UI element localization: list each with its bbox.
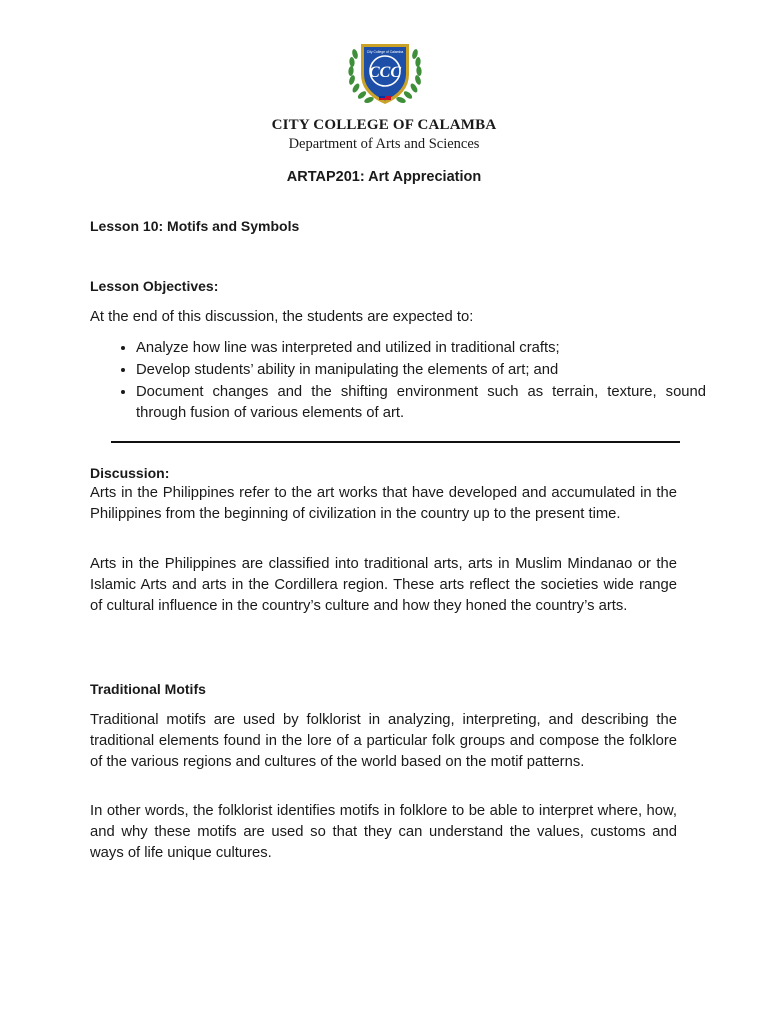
logo-text: City College of Calamba xyxy=(366,50,404,54)
objectives-list xyxy=(110,338,706,425)
college-logo xyxy=(343,40,427,108)
traditional-motifs-paragraph: Traditional motifs are used by folklorist in analyzing, interpreting, and describing the traditional elements found in the lore of a particular folk groups and compose the folklore of the various regions and cultures of the world based on the motif patterns. xyxy=(90,712,677,770)
traditional-motifs-heading: Traditional Motifs xyxy=(90,681,206,697)
discussion-paragraph: Arts in the Philippines are classified into traditional arts, arts in Muslim Mindanao or the Islamic Arts and arts in the Cordillera region. These arts reflect the societies wide range of cultural influence in the country’s culture and how they honed the country’s arts. xyxy=(90,556,677,614)
list-item: • Develop students’ ability in manipulating the elements of art; and xyxy=(136,360,706,381)
traditional-motifs-paragraph: In other words, the folklorist identifies motifs in folklore to be able to interpret where, how, and why these motifs are used so that they can understand the values, customs and ways of life unique cultures. xyxy=(90,803,677,861)
shield-icon xyxy=(361,44,409,104)
list-item: • Document changes and the shifting environment such as terrain, texture, sound through fusion of various elements of art. xyxy=(136,382,706,424)
section-divider xyxy=(111,441,680,443)
objectives-heading: Lesson Objectives: xyxy=(90,278,219,294)
discussion-heading: Discussion: xyxy=(90,465,170,481)
logo-monogram: CCC xyxy=(368,64,402,81)
list-item: • Analyze how line was interpreted and utilized in traditional crafts; xyxy=(136,338,706,359)
discussion-paragraph: Arts in the Philippines refer to the art works that have developed and accumulated in the Philippines from the beginning of civilization in the country up to the present time. xyxy=(90,485,677,522)
lesson-title: Lesson 10: Motifs and Symbols xyxy=(90,218,300,234)
course-title: ARTAP201: Art Appreciation xyxy=(286,169,482,185)
objectives-intro: At the end of this discussion, the students are expected to: xyxy=(90,309,474,325)
college-name: CITY COLLEGE OF CALAMBA xyxy=(271,117,497,133)
department-name: Department of Arts and Sciences xyxy=(288,136,480,152)
